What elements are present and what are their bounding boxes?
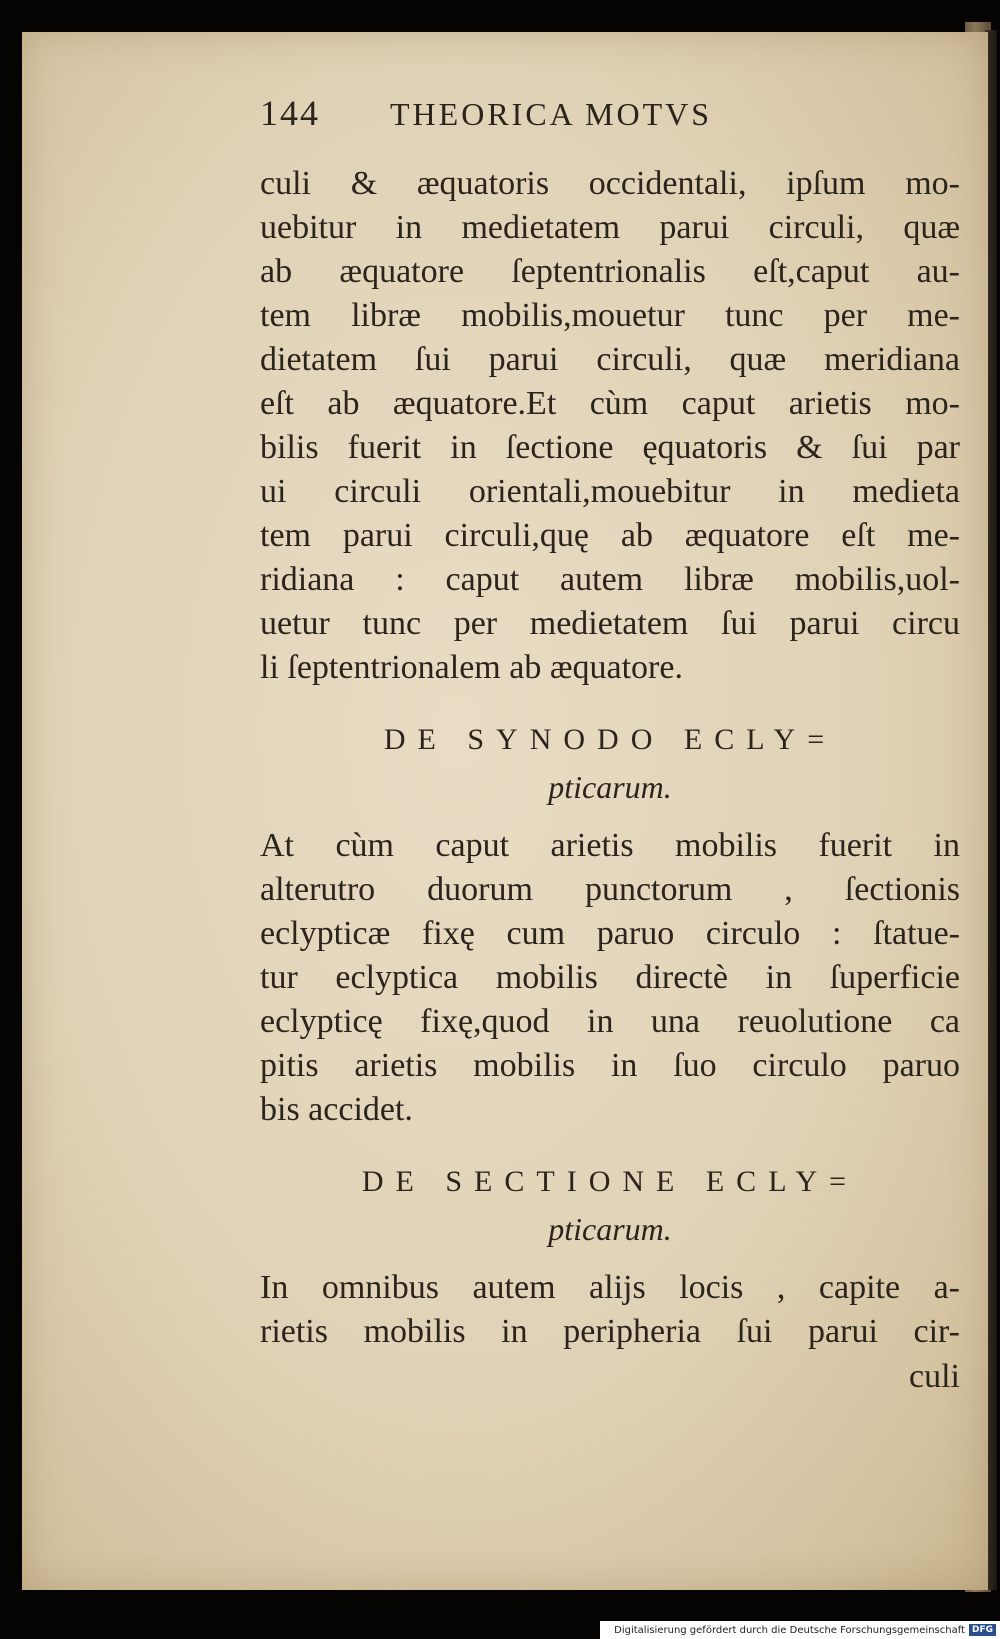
text-line: tem parui circuli,quę ab æquatore eſt me- — [260, 517, 960, 554]
text-line: eſt ab æquatore.Et cùm caput arietis mo- — [260, 385, 960, 422]
book-page — [22, 32, 988, 1590]
text-line: culi & æquatoris occidentali, ipſum mo- — [260, 165, 960, 202]
text-line: uetur tunc per medietatem ſui parui circu — [260, 605, 960, 642]
text-line: ridiana : caput autem libræ mobilis,uol- — [260, 561, 960, 598]
text-line: At cùm caput arietis mobilis fuerit in — [260, 827, 960, 864]
text-line: ab æquatore ſeptentrionalis eſt,caput au- — [260, 253, 960, 290]
section-heading: DE SYNODO ECLY= — [383, 723, 837, 756]
text-line: bis accidet. — [260, 1091, 413, 1128]
running-title: THEORICA MOTVS — [390, 96, 713, 132]
section-heading: DE SECTIONE ECLY= — [361, 1165, 859, 1198]
text-line: eclypticæ fixę cum paruo circulo : ſtatue- — [260, 915, 960, 952]
text-line: rietis mobilis in peripheria ſui parui cir- — [260, 1313, 960, 1350]
digitization-footer — [600, 1621, 1000, 1639]
section-subheading: pticarum. — [548, 769, 672, 805]
paragraph-3 — [260, 1266, 960, 1354]
text-line: ui circuli orientali,mouebitur in medieta — [260, 473, 960, 510]
text-block — [260, 92, 960, 1400]
text-line: eclypticę fixę,quod in una reuolutione ca — [260, 1003, 960, 1040]
dfg-logo: DFG — [969, 1624, 996, 1636]
text-line: alterutro duorum punctorum , ſectionis — [260, 871, 960, 908]
text-line: bilis fuerit in ſectione ęquatoris & ſui par — [260, 429, 960, 466]
text-line: tur eclyptica mobilis directè in ſuperficie — [260, 959, 960, 996]
text-line: In omnibus autem alijs locis , capite a- — [260, 1269, 960, 1306]
text-line: tem libræ mobilis,mouetur tunc per me- — [260, 297, 960, 334]
paragraph-1 — [260, 162, 960, 690]
paragraph-2 — [260, 824, 960, 1132]
catchword: culi — [909, 1358, 960, 1395]
text-line: dietatem ſui parui circuli, quæ meridiana — [260, 341, 960, 378]
text-line: li ſeptentrionalem ab æquatore. — [260, 649, 683, 686]
page-number: 144 — [260, 93, 320, 133]
text-line: uebitur in medietatem parui circuli, quæ — [260, 209, 960, 246]
funding-note: Digitalisierung gefördert durch die Deutsche Forschungsgemeinschaft — [614, 1624, 965, 1636]
running-head — [260, 92, 960, 162]
text-line: pitis arietis mobilis in ſuo circulo paruo — [260, 1047, 960, 1084]
section-subheading: pticarum. — [548, 1211, 672, 1247]
